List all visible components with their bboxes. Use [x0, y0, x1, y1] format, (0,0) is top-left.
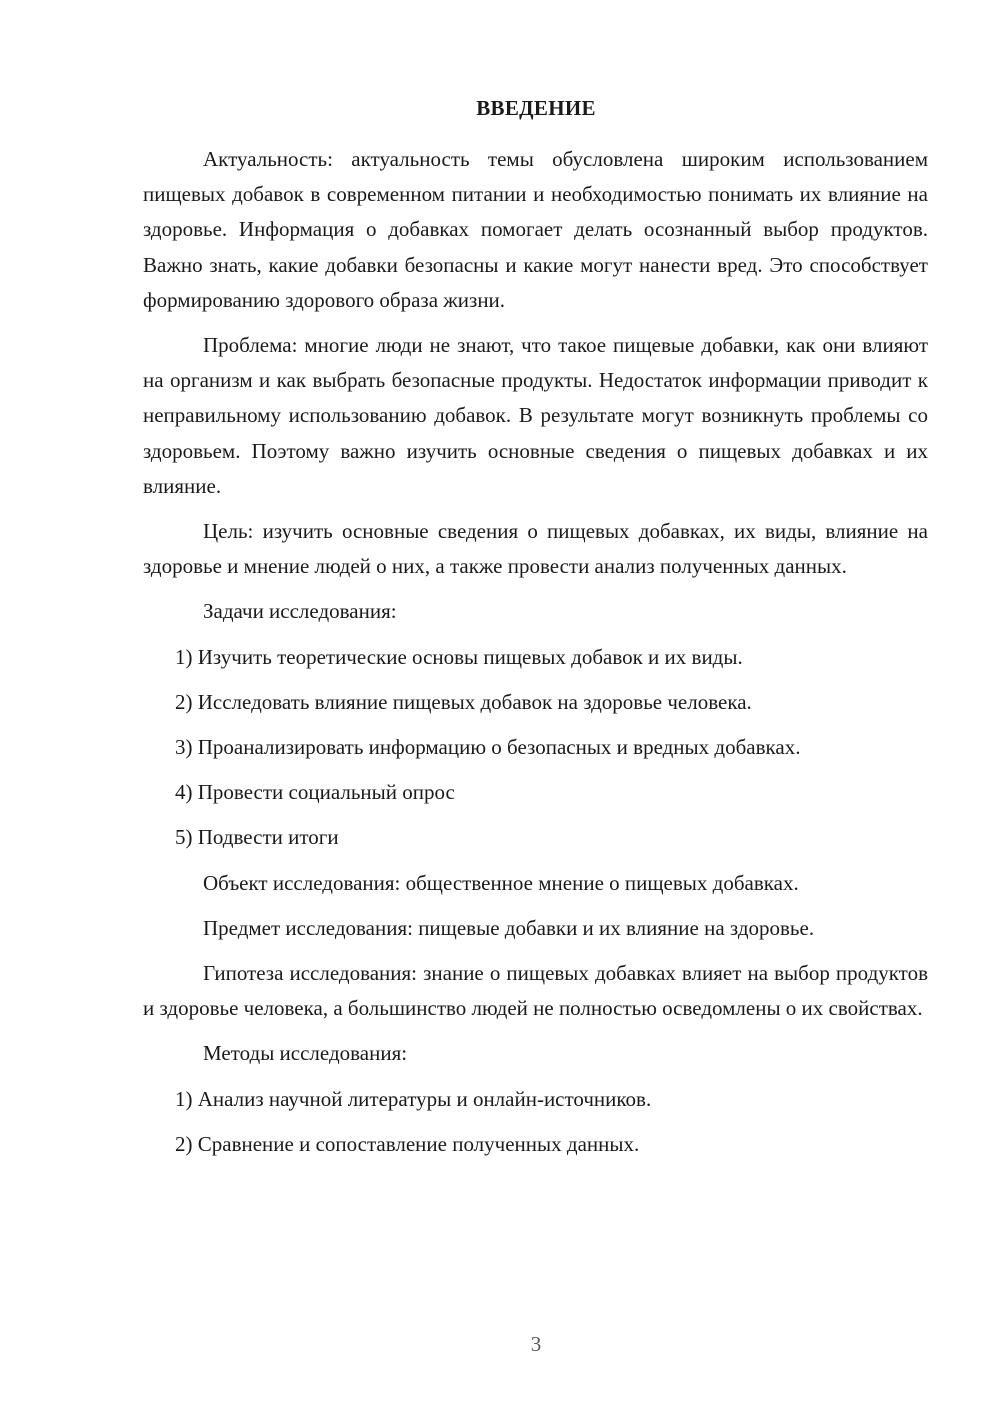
- method-item-1: 1) Анализ научной литературы и онлайн-источников.: [175, 1086, 652, 1111]
- research-object: Объект исследования: общественное мнение о пищевых добавках.: [203, 870, 799, 895]
- paragraph-goal: Цель: изучить основные сведения о пищевых добавках, их виды, влияние на здоровье и мнение людей о них, а также провести анализ полученных данных.: [143, 519, 928, 579]
- task-item-2: 2) Исследовать влияние пищевых добавок на здоровье человека.: [175, 689, 752, 714]
- research-subject: Предмет исследования: пищевые добавки и их влияние на здоровье.: [203, 915, 815, 940]
- task-item-3: 3) Проанализировать информацию о безопасных и вредных добавках.: [175, 735, 801, 760]
- paragraph-relevance: Актуальность: актуальность темы обусловлена широким использованием пищевых добавок в современном питании и необходимостью понимать их влияние на здоровье. Информация о добавках помогает делать осознанный выбор продуктов. Важно знать, какие добавки безопасны и какие могут нанести вред. Это способствует формированию здорового образа жизни.: [143, 147, 928, 312]
- task-item-4: 4) Провести социальный опрос: [175, 780, 455, 805]
- research-hypothesis: Гипотеза исследования: знание о пищевых добавках влияет на выбор продуктов и здоровье человека, а большинство людей не полностью осведомлены о их свойствах.: [143, 961, 928, 1021]
- task-item-5: 5) Подвести итоги: [175, 825, 339, 850]
- page-number: 3: [530, 1332, 542, 1356]
- document-body: [143, 142, 928, 1162]
- section-title: ВВЕДЕНИЕ: [476, 96, 596, 120]
- tasks-heading: Задачи исследования:: [203, 599, 397, 624]
- methods-heading: Методы исследования:: [203, 1041, 408, 1066]
- paragraph-problem: Проблема: многие люди не знают, что такое пищевые добавки, как они влияют на организм и как выбрать безопасные продукты. Недостаток информации приводит к неправильному использованию добавок. В результате могут возникнуть проблемы со здоровьем. Поэтому важно изучить основные сведения о пищевых добавках и их влияние.: [143, 333, 928, 498]
- task-item-1: 1) Изучить теоретические основы пищевых добавок и их виды.: [175, 644, 743, 669]
- method-item-2: 2) Сравнение и сопоставление полученных данных.: [175, 1131, 640, 1156]
